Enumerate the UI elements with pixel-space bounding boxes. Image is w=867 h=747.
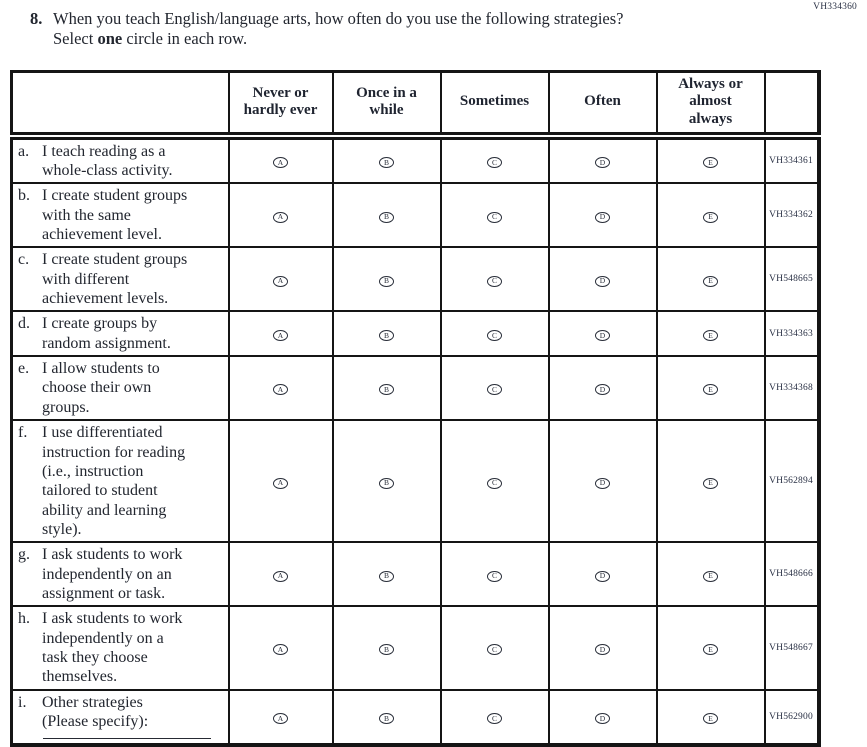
statement-cell-g xyxy=(12,542,229,606)
choice-cell-h-always xyxy=(657,606,765,689)
question-text-start: When you teach English/language arts, how often do you use the following strategies? Select xyxy=(53,9,624,49)
question-text-bold: one xyxy=(97,29,123,49)
row-code: VH334368 xyxy=(765,356,819,420)
row-code: VH334363 xyxy=(765,311,819,356)
row-statement: I use differentiated instruction for reading (i.e., instruction tailored to student ability and learning style). xyxy=(42,424,186,538)
choice-cell-a-often xyxy=(549,136,657,184)
choice-cell-c-never xyxy=(229,247,333,311)
choice-cell-i-sometimes xyxy=(441,690,549,745)
choice-cell-c-always xyxy=(657,247,765,311)
choice-cell-d-sometimes xyxy=(441,311,549,356)
choice-cell-i-often xyxy=(549,690,657,745)
form-code: VH334360 xyxy=(813,2,857,12)
choice-cell-f-once xyxy=(333,420,441,542)
bubble-b-never[interactable]: A xyxy=(273,212,288,223)
choice-cell-i-once xyxy=(333,690,441,745)
choice-cell-f-often xyxy=(549,420,657,542)
row-statement: I create student groups with different achievement levels. xyxy=(42,251,188,308)
bubble-f-always[interactable]: E xyxy=(703,478,718,489)
row-code: VH562894 xyxy=(765,420,819,542)
table-row-i xyxy=(12,690,819,745)
table-row-c xyxy=(12,247,819,311)
row-letter: i. xyxy=(18,693,27,711)
bubble-h-never[interactable]: A xyxy=(273,644,288,655)
choice-cell-c-often xyxy=(549,247,657,311)
bubble-a-often[interactable]: D xyxy=(595,157,610,168)
statement-cell-c xyxy=(12,247,229,311)
bubble-d-never[interactable]: A xyxy=(273,330,288,341)
choice-cell-b-never xyxy=(229,183,333,247)
table-row-f xyxy=(12,420,819,542)
bubble-f-once[interactable]: B xyxy=(379,478,394,489)
bubble-c-never[interactable]: A xyxy=(273,276,288,287)
statement-cell-e xyxy=(12,356,229,420)
header-col-once: Once in a while xyxy=(333,72,441,136)
bubble-e-always[interactable]: E xyxy=(703,384,718,395)
bubble-h-sometimes[interactable]: C xyxy=(487,644,502,655)
strategies-table xyxy=(10,70,821,747)
row-code: VH548666 xyxy=(765,542,819,606)
row-statement: I create student groups with the same achievement level. xyxy=(42,187,188,243)
bubble-d-often[interactable]: D xyxy=(595,330,610,341)
header-code-cell xyxy=(765,72,819,136)
bubble-c-always[interactable]: E xyxy=(703,276,718,287)
table-row-d xyxy=(12,311,819,356)
bubble-a-sometimes[interactable]: C xyxy=(487,157,502,168)
choice-cell-a-once xyxy=(333,136,441,184)
row-code: VH562900 xyxy=(765,690,819,745)
choice-cell-g-never xyxy=(229,542,333,606)
table-row-b xyxy=(12,183,819,247)
choice-cell-f-never xyxy=(229,420,333,542)
write-in-line[interactable] xyxy=(43,738,211,739)
header-col-often: Often xyxy=(549,72,657,136)
statement-cell-a xyxy=(12,136,229,184)
table-row-g xyxy=(12,542,819,606)
question-block xyxy=(30,9,641,50)
bubble-g-once[interactable]: B xyxy=(379,571,394,582)
table-row-e xyxy=(12,356,819,420)
row-letter: f. xyxy=(18,424,28,442)
choice-cell-b-once xyxy=(333,183,441,247)
choice-cell-a-always xyxy=(657,136,765,184)
choice-cell-a-sometimes xyxy=(441,136,549,184)
choice-cell-g-often xyxy=(549,542,657,606)
bubble-b-often[interactable]: D xyxy=(595,212,610,223)
bubble-f-often[interactable]: D xyxy=(595,478,610,489)
row-statement: I ask students to work independently on an assignment or task. xyxy=(42,546,183,603)
question-text-end: circle in each row. xyxy=(122,29,248,49)
row-letter: a. xyxy=(18,142,30,160)
row-statement: I create groups by random assignment. xyxy=(42,315,171,352)
row-statement: I teach reading as a whole-class activity. xyxy=(42,142,173,179)
choice-cell-h-often xyxy=(549,606,657,689)
row-code: VH548665 xyxy=(765,247,819,311)
choice-cell-c-sometimes xyxy=(441,247,549,311)
bubble-e-never[interactable]: A xyxy=(273,384,288,395)
bubble-i-always[interactable]: E xyxy=(703,713,718,724)
choice-cell-e-always xyxy=(657,356,765,420)
choice-cell-e-often xyxy=(549,356,657,420)
choice-cell-d-always xyxy=(657,311,765,356)
bubble-f-sometimes[interactable]: C xyxy=(487,478,502,489)
bubble-d-sometimes[interactable]: C xyxy=(487,330,502,341)
header-col-sometimes: Sometimes xyxy=(441,72,549,136)
choice-cell-c-once xyxy=(333,247,441,311)
bubble-g-never[interactable]: A xyxy=(273,571,288,582)
choice-cell-i-never xyxy=(229,690,333,745)
bubble-a-once[interactable]: B xyxy=(379,157,394,168)
choice-cell-h-once xyxy=(333,606,441,689)
row-letter: h. xyxy=(18,610,30,628)
bubble-d-once[interactable]: B xyxy=(379,330,394,341)
choice-cell-f-sometimes xyxy=(441,420,549,542)
choice-cell-h-never xyxy=(229,606,333,689)
row-statement: I ask students to work independently on a task they choose themselves. xyxy=(42,610,183,686)
row-letter: g. xyxy=(18,546,30,564)
statement-cell-h xyxy=(12,606,229,689)
choice-cell-b-always xyxy=(657,183,765,247)
bubble-h-always[interactable]: E xyxy=(703,644,718,655)
table-row-a xyxy=(12,136,819,184)
bubble-c-once[interactable]: B xyxy=(379,276,394,287)
bubble-h-often[interactable]: D xyxy=(595,644,610,655)
choice-cell-d-often xyxy=(549,311,657,356)
bubble-e-once[interactable]: B xyxy=(379,384,394,395)
statement-cell-f xyxy=(12,420,229,542)
bubble-a-always[interactable]: E xyxy=(703,157,718,168)
choice-cell-g-sometimes xyxy=(441,542,549,606)
choice-cell-g-once xyxy=(333,542,441,606)
choice-cell-f-always xyxy=(657,420,765,542)
bubble-c-sometimes[interactable]: C xyxy=(487,276,502,287)
header-col-never: Never or hardly ever xyxy=(229,72,333,136)
bubble-c-often[interactable]: D xyxy=(595,276,610,287)
bubble-g-often[interactable]: D xyxy=(595,571,610,582)
choice-cell-d-once xyxy=(333,311,441,356)
bubble-b-once[interactable]: B xyxy=(379,212,394,223)
header-empty-cell xyxy=(12,72,229,136)
bubble-i-sometimes[interactable]: C xyxy=(487,713,502,724)
row-code: VH548667 xyxy=(765,606,819,689)
choice-cell-e-once xyxy=(333,356,441,420)
question-number: 8. xyxy=(30,9,43,28)
bubble-e-sometimes[interactable]: C xyxy=(487,384,502,395)
bubble-e-often[interactable]: D xyxy=(595,384,610,395)
row-statement: Other strategies (Please specify): xyxy=(42,693,149,731)
row-letter: c. xyxy=(18,251,30,269)
row-statement: I allow students to choose their own groups. xyxy=(42,360,160,416)
statement-cell-d xyxy=(12,311,229,356)
choice-cell-b-sometimes xyxy=(441,183,549,247)
row-letter: d. xyxy=(18,315,30,333)
row-letter: e. xyxy=(18,360,30,378)
bubble-g-sometimes[interactable]: C xyxy=(487,571,502,582)
choice-cell-e-never xyxy=(229,356,333,420)
statement-cell-i xyxy=(12,690,229,745)
bubble-g-always[interactable]: E xyxy=(703,571,718,582)
choice-cell-h-sometimes xyxy=(441,606,549,689)
choice-cell-d-never xyxy=(229,311,333,356)
choice-cell-i-always xyxy=(657,690,765,745)
bubble-b-always[interactable]: E xyxy=(703,212,718,223)
row-letter: b. xyxy=(18,187,30,205)
bubble-i-once[interactable]: B xyxy=(379,713,394,724)
choice-cell-a-never xyxy=(229,136,333,184)
bubble-i-often[interactable]: D xyxy=(595,713,610,724)
choice-cell-g-always xyxy=(657,542,765,606)
bubble-i-never[interactable]: A xyxy=(273,713,288,724)
bubble-h-once[interactable]: B xyxy=(379,644,394,655)
bubble-a-never[interactable]: A xyxy=(273,157,288,168)
header-row xyxy=(12,72,819,136)
bubble-b-sometimes[interactable]: C xyxy=(487,212,502,223)
table-row-h xyxy=(12,606,819,689)
bubble-f-never[interactable]: A xyxy=(273,478,288,489)
row-code: VH334362 xyxy=(765,183,819,247)
choice-cell-e-sometimes xyxy=(441,356,549,420)
header-col-always: Always or almost always xyxy=(657,72,765,136)
statement-cell-b xyxy=(12,183,229,247)
bubble-d-always[interactable]: E xyxy=(703,330,718,341)
choice-cell-b-often xyxy=(549,183,657,247)
row-code: VH334361 xyxy=(765,136,819,184)
question-text xyxy=(53,9,641,50)
